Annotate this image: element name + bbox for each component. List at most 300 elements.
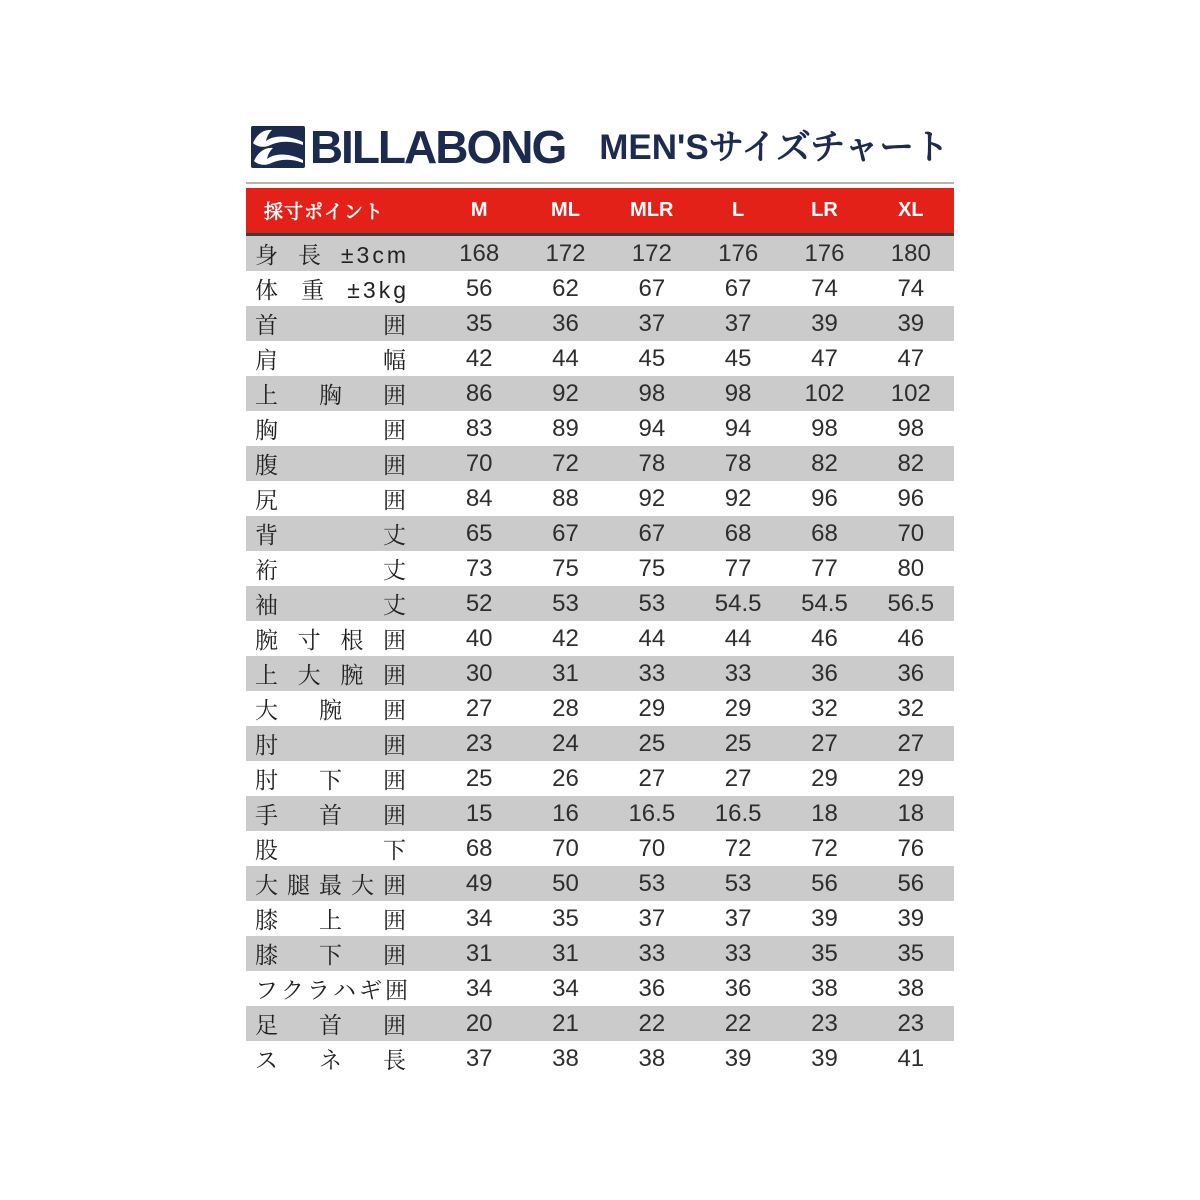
value-cell: 29 [724, 694, 752, 722]
value-cell: 25 [724, 729, 752, 757]
table-row [246, 936, 954, 971]
value-cell: 35 [465, 309, 493, 337]
value-cell: 82 [897, 449, 925, 477]
table-row [246, 971, 954, 1006]
table-row [246, 481, 954, 516]
value-cell: 52 [465, 589, 493, 617]
value-cell: 38 [897, 974, 925, 1002]
header-label-cell: 採寸ポイント [264, 202, 385, 223]
value-cell: 70 [552, 834, 579, 862]
value-cell: 37 [724, 904, 752, 932]
value-cell: 102 [804, 379, 845, 407]
label-segment: 首 [255, 312, 281, 338]
label-segment: 肘 [255, 732, 281, 758]
label-segment: ク [281, 977, 307, 1003]
value-cell: 16 [552, 799, 579, 827]
table-row [246, 656, 954, 691]
row-label [246, 972, 436, 1005]
value-cell: 70 [465, 449, 493, 477]
value-cell: 80 [897, 554, 925, 582]
value-cell: 31 [552, 659, 579, 687]
value-cell: 98 [811, 414, 838, 442]
label-segment: 幅 [383, 347, 409, 373]
label-segment: 囲 [383, 907, 409, 933]
label-segment: 下 [383, 837, 409, 863]
value-cell: 98 [897, 414, 925, 442]
value-cell: 36 [638, 974, 666, 1002]
label-segment: 丈 [383, 592, 409, 618]
row-label-text [255, 307, 409, 340]
value-cell: 67 [638, 274, 666, 302]
label-segment: 膝 [255, 907, 281, 933]
value-cell: 68 [465, 834, 493, 862]
value-cell: 28 [552, 694, 579, 722]
label-segment: 囲 [383, 312, 409, 338]
label-segment: 大 [255, 872, 281, 898]
label-segment: 囲 [383, 767, 409, 793]
value-cell: 39 [811, 1044, 838, 1072]
value-cell: 38 [552, 1044, 579, 1072]
label-segment: 囲 [383, 802, 409, 828]
value-cell: 56 [897, 869, 925, 897]
value-cell: 39 [811, 309, 838, 337]
label-segment: 囲 [383, 487, 409, 513]
value-cell: 53 [638, 869, 666, 897]
value-cell: 31 [552, 939, 579, 967]
value-cell: 29 [897, 764, 925, 792]
label-segment: 下 [319, 942, 345, 968]
label-segment: 袖 [255, 592, 281, 618]
value-cell: 70 [897, 519, 925, 547]
value-cell: 44 [638, 624, 666, 652]
value-cell: 172 [631, 239, 672, 267]
header-size-cell: M [470, 199, 488, 221]
value-cell: 27 [897, 729, 925, 757]
label-segment: 囲 [383, 732, 409, 758]
value-cell: 39 [811, 904, 838, 932]
value-cell: 47 [811, 344, 838, 372]
value-cell: 77 [811, 554, 838, 582]
value-cell: 172 [545, 239, 586, 267]
value-cell: 35 [552, 904, 579, 932]
row-label [246, 272, 436, 305]
row-label-text [255, 937, 409, 970]
table-row [246, 376, 954, 411]
value-cell: 27 [724, 764, 752, 792]
table-row [246, 1041, 954, 1076]
label-segment: 体 [255, 277, 281, 303]
value-cell: 53 [552, 589, 579, 617]
header-size-cell: LR [811, 199, 838, 221]
label-segment: 裄 [255, 557, 281, 583]
table-row [246, 411, 954, 446]
value-cell: 56 [811, 869, 838, 897]
value-cell: 39 [724, 1044, 752, 1072]
value-cell: 96 [897, 484, 925, 512]
row-label-text [255, 972, 409, 1005]
label-segment: 大 [297, 662, 324, 688]
value-cell: 68 [724, 519, 752, 547]
value-cell: 16.5 [714, 799, 762, 827]
row-label-text [255, 412, 409, 445]
value-cell: 27 [811, 729, 838, 757]
value-cell: 31 [465, 939, 493, 967]
label-segment: 首 [319, 802, 345, 828]
label-segment: 囲 [383, 872, 409, 898]
value-cell: 35 [811, 939, 838, 967]
value-cell: 37 [465, 1044, 493, 1072]
value-cell: 86 [465, 379, 493, 407]
label-segment: 囲 [383, 1012, 409, 1038]
value-cell: 56 [465, 274, 493, 302]
label-segment: 股 [255, 837, 281, 863]
label-segment: 寸 [297, 627, 324, 653]
table-row [246, 271, 954, 306]
value-cell: 34 [552, 974, 579, 1002]
value-cell: 46 [811, 624, 838, 652]
value-cell: 20 [465, 1009, 493, 1037]
label-segment: 囲 [383, 417, 409, 443]
value-cell: 35 [897, 939, 925, 967]
value-cell: 33 [724, 659, 752, 687]
value-cell: 23 [811, 1009, 838, 1037]
row-label-text [255, 447, 409, 480]
row-label [246, 587, 436, 620]
value-cell: 168 [459, 239, 500, 267]
row-label-text [255, 272, 409, 305]
label-segment: 首 [319, 1012, 345, 1038]
value-cell: 75 [638, 554, 666, 582]
value-cell: 84 [465, 484, 493, 512]
value-cell: 54.5 [801, 589, 848, 617]
table-top-rule [246, 182, 954, 184]
row-label [246, 377, 436, 410]
value-cell: 74 [897, 274, 925, 302]
value-cell: 67 [724, 274, 752, 302]
label-segment: 最 [319, 872, 345, 898]
value-cell: 38 [811, 974, 838, 1002]
row-label-text [255, 762, 409, 795]
label-segment: 足 [255, 1012, 281, 1038]
label-segment: 大 [255, 697, 281, 723]
label-segment: ハ [333, 977, 359, 1003]
table-row [246, 236, 954, 271]
value-cell: 36 [724, 974, 752, 1002]
value-cell: 67 [552, 519, 579, 547]
value-cell: 50 [552, 869, 579, 897]
table-row [246, 691, 954, 726]
label-segment: 囲 [383, 382, 409, 408]
table-row [246, 306, 954, 341]
value-cell: 54.5 [714, 589, 762, 617]
value-cell: 92 [552, 379, 579, 407]
label-segment: 重 [301, 277, 328, 303]
label-segment: ラ [307, 977, 333, 1003]
row-label-text [255, 587, 409, 620]
brand-wordmark: BILLABONG [309, 121, 566, 173]
label-segment: 腹 [255, 452, 281, 478]
value-cell: 56.5 [887, 589, 935, 617]
value-cell: 176 [718, 239, 759, 267]
value-cell: 33 [724, 939, 752, 967]
label-segment: 肩 [255, 347, 281, 373]
label-segment: 長 [297, 242, 324, 268]
value-cell: 94 [724, 414, 752, 442]
label-segment: 囲 [383, 452, 409, 478]
table-header-row [246, 188, 954, 236]
value-cell: 49 [465, 869, 493, 897]
label-segment: 丈 [383, 557, 409, 583]
table-row [246, 726, 954, 761]
row-label [246, 237, 436, 270]
row-label [246, 797, 436, 830]
value-cell: 68 [811, 519, 838, 547]
value-cell: 33 [638, 939, 666, 967]
table-row [246, 796, 954, 831]
row-label [246, 622, 436, 655]
value-cell: 76 [897, 834, 925, 862]
label-segment: 胸 [319, 382, 345, 408]
value-cell: 92 [724, 484, 752, 512]
row-label-text [255, 867, 409, 900]
label-segment: ス [255, 1047, 281, 1073]
row-label-text [255, 657, 409, 690]
value-cell: 41 [897, 1044, 925, 1072]
label-segment: 長 [383, 1047, 409, 1073]
header-size-cell: L [732, 199, 745, 221]
size-table [246, 182, 954, 1076]
table-row [246, 761, 954, 796]
value-cell: 44 [724, 624, 752, 652]
value-cell: 65 [465, 519, 493, 547]
value-cell: 39 [897, 904, 925, 932]
table-row [246, 901, 954, 936]
table-row [246, 1006, 954, 1041]
label-segment: 上 [255, 382, 281, 408]
row-label-text [255, 342, 409, 375]
row-label [246, 1007, 436, 1040]
row-label [246, 867, 436, 900]
value-cell: 92 [638, 484, 666, 512]
label-segment: 囲 [382, 662, 409, 688]
value-cell: 27 [465, 694, 493, 722]
value-cell: 37 [638, 904, 666, 932]
row-label-text [255, 902, 409, 935]
row-label [246, 412, 436, 445]
value-cell: 72 [724, 834, 752, 862]
value-cell: 67 [638, 519, 666, 547]
value-cell: 98 [724, 379, 752, 407]
value-cell: 78 [724, 449, 752, 477]
label-segment: 囲 [382, 627, 409, 653]
value-cell: 62 [552, 274, 579, 302]
label-segment: 囲 [385, 977, 411, 1003]
label-segment: 腕 [319, 697, 345, 723]
value-cell: 36 [552, 309, 579, 337]
value-cell: 29 [638, 694, 666, 722]
value-cell: 88 [552, 484, 579, 512]
value-cell: 40 [465, 624, 493, 652]
label-segment: ±3cm [340, 242, 409, 268]
value-cell: 34 [465, 974, 493, 1002]
value-cell: 70 [638, 834, 666, 862]
table-row [246, 516, 954, 551]
row-label [246, 727, 436, 760]
value-cell: 73 [465, 554, 493, 582]
label-segment: 囲 [383, 697, 409, 723]
row-label-text [255, 237, 409, 270]
value-cell: 89 [552, 414, 579, 442]
label-segment: 上 [255, 662, 281, 688]
table-body [246, 236, 954, 1076]
value-cell: 75 [552, 554, 579, 582]
billabong-wave-icon [251, 124, 305, 170]
value-cell: 22 [724, 1009, 752, 1037]
row-label-text [255, 482, 409, 515]
billabong-logo [251, 121, 566, 173]
header-size-cell: ML [551, 199, 580, 221]
label-segment: ネ [319, 1047, 345, 1073]
value-cell: 15 [465, 799, 493, 827]
row-label [246, 902, 436, 935]
label-segment: 尻 [255, 487, 281, 513]
label-segment: 腕 [255, 627, 281, 653]
value-cell: 45 [724, 344, 752, 372]
value-cell: 82 [811, 449, 838, 477]
value-cell: 23 [897, 1009, 925, 1037]
row-label [246, 517, 436, 550]
row-label-text [255, 832, 409, 865]
table-row [246, 586, 954, 621]
header-size-cell: XL [898, 199, 924, 221]
label-segment: 背 [255, 522, 281, 548]
label-segment: フ [255, 977, 281, 1003]
row-label [246, 692, 436, 725]
value-cell: 37 [724, 309, 752, 337]
label-segment: 丈 [383, 522, 409, 548]
value-cell: 36 [897, 659, 925, 687]
label-segment: 上 [319, 907, 345, 933]
row-label [246, 762, 436, 795]
row-label-text [255, 552, 409, 585]
value-cell: 36 [811, 659, 838, 687]
label-segment: ギ [359, 977, 385, 1003]
page-title: MEN'Sサイズチャート [599, 127, 950, 167]
label-segment: 腕 [340, 662, 367, 688]
value-cell: 180 [890, 239, 931, 267]
value-cell: 33 [638, 659, 666, 687]
row-label-text [255, 377, 409, 410]
value-cell: 42 [465, 344, 493, 372]
value-cell: 37 [638, 309, 666, 337]
row-label-text [255, 797, 409, 830]
value-cell: 34 [465, 904, 493, 932]
label-segment: 手 [255, 802, 281, 828]
row-label-text [255, 1007, 409, 1040]
value-cell: 22 [638, 1009, 666, 1037]
table-row [246, 551, 954, 586]
row-label-text [255, 692, 409, 725]
row-label-text [255, 622, 409, 655]
value-cell: 74 [811, 274, 838, 302]
value-cell: 47 [897, 344, 925, 372]
value-cell: 72 [811, 834, 838, 862]
value-cell: 102 [890, 379, 931, 407]
label-segment: 膝 [255, 942, 281, 968]
label-segment: 大 [351, 872, 377, 898]
value-cell: 42 [552, 624, 579, 652]
value-cell: 53 [638, 589, 666, 617]
row-label-text [255, 727, 409, 760]
value-cell: 45 [638, 344, 666, 372]
value-cell: 24 [552, 729, 579, 757]
label-segment: 肘 [255, 767, 281, 793]
value-cell: 23 [465, 729, 493, 757]
table-row [246, 866, 954, 901]
row-label [246, 552, 436, 585]
value-cell: 29 [811, 764, 838, 792]
value-cell: 46 [897, 624, 925, 652]
header-size-cell: MLR [630, 199, 674, 221]
value-cell: 176 [804, 239, 845, 267]
value-cell: 44 [552, 344, 579, 372]
value-cell: 18 [811, 799, 838, 827]
row-label [246, 307, 436, 340]
value-cell: 27 [638, 764, 666, 792]
label-segment: ±3kg [347, 277, 409, 303]
value-cell: 83 [465, 414, 493, 442]
row-label [246, 657, 436, 690]
row-label-text [255, 1042, 409, 1075]
value-cell: 94 [638, 414, 666, 442]
value-cell: 30 [465, 659, 493, 687]
row-label [246, 832, 436, 865]
value-cell: 53 [724, 869, 752, 897]
value-cell: 21 [552, 1009, 579, 1037]
value-cell: 32 [811, 694, 838, 722]
label-segment: 囲 [383, 942, 409, 968]
row-label [246, 482, 436, 515]
value-cell: 78 [638, 449, 666, 477]
table-row [246, 446, 954, 481]
label-segment: 腿 [287, 872, 313, 898]
row-label [246, 447, 436, 480]
row-label [246, 937, 436, 970]
row-label [246, 342, 436, 375]
value-cell: 26 [552, 764, 579, 792]
value-cell: 38 [638, 1044, 666, 1072]
label-segment: 下 [319, 767, 345, 793]
table-row [246, 621, 954, 656]
value-cell: 25 [638, 729, 666, 757]
label-segment: 胸 [255, 417, 281, 443]
label-segment: 身 [255, 242, 281, 268]
row-label [246, 1042, 436, 1075]
row-label-text [255, 517, 409, 550]
value-cell: 72 [552, 449, 579, 477]
value-cell: 18 [897, 799, 925, 827]
table-row [246, 831, 954, 866]
page-header [0, 0, 1200, 173]
value-cell: 32 [897, 694, 925, 722]
value-cell: 77 [724, 554, 752, 582]
value-cell: 96 [811, 484, 838, 512]
value-cell: 98 [638, 379, 666, 407]
value-cell: 39 [897, 309, 925, 337]
value-cell: 16.5 [628, 799, 676, 827]
value-cell: 25 [465, 764, 493, 792]
table-row [246, 341, 954, 376]
